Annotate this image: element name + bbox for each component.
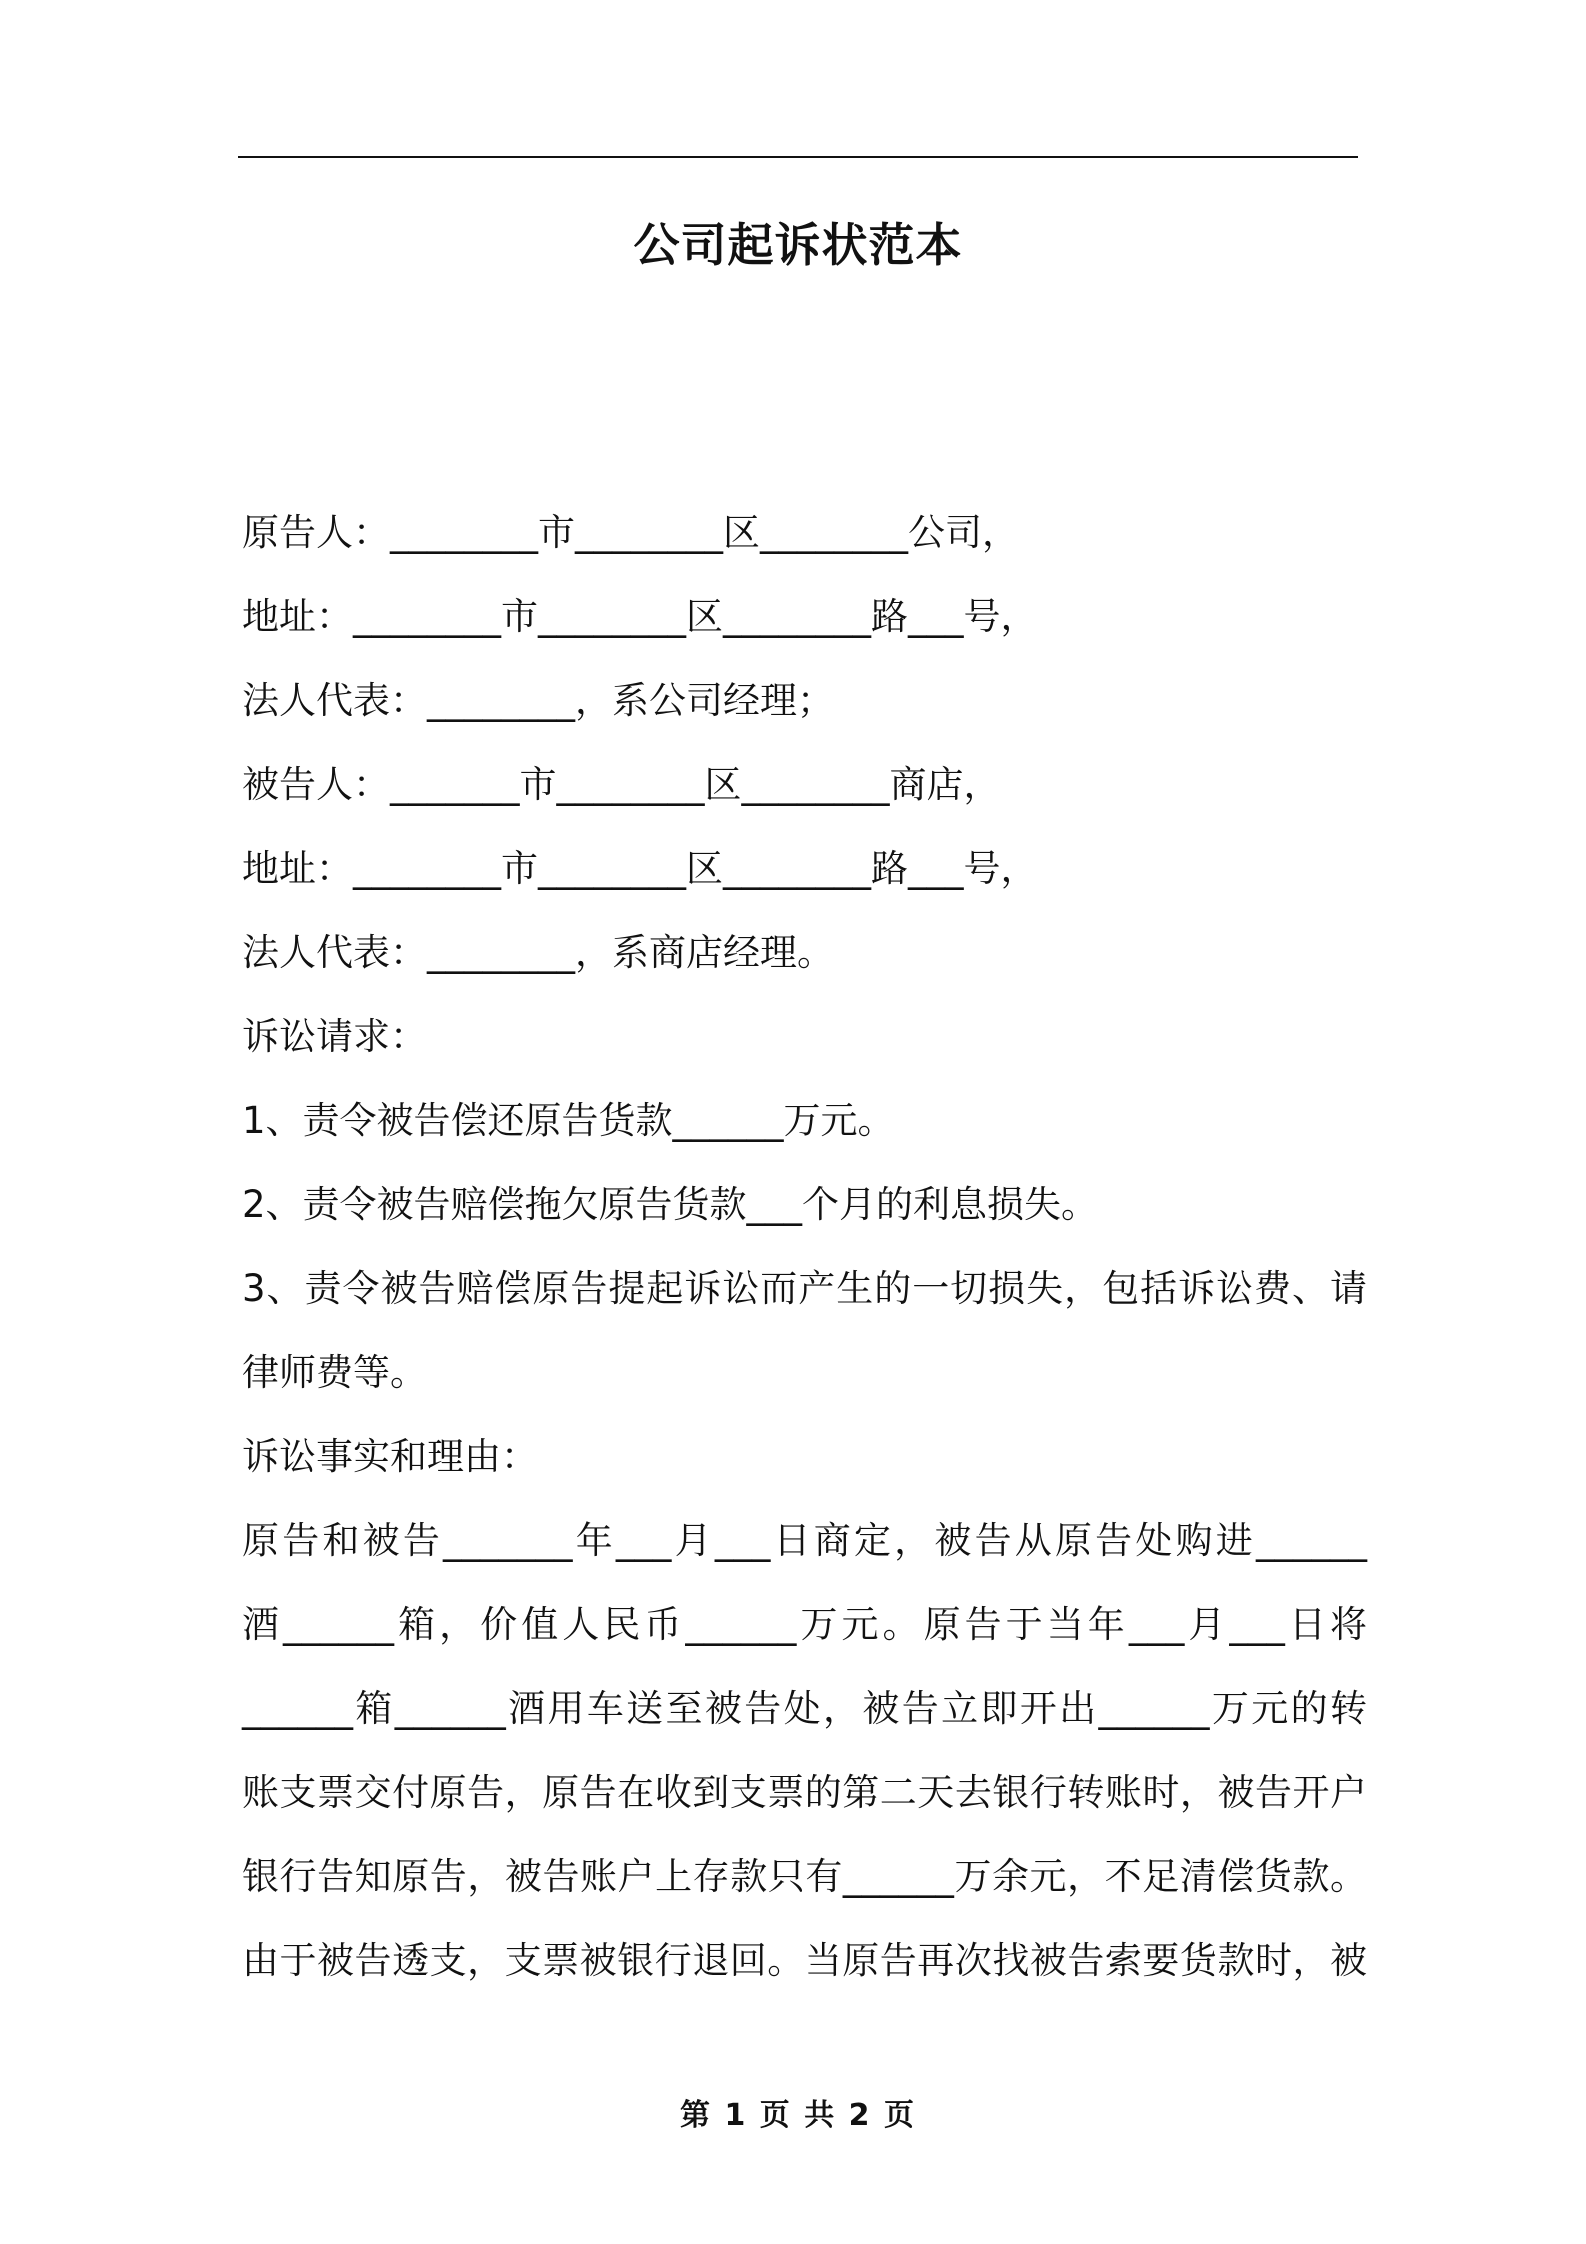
facts-paragraph-line: ______箱______酒用车送至被告处，被告立即开出______万元的转 <box>242 1687 1367 1730</box>
defendant-line: 被告人：_______市________区________商店， <box>242 763 1001 806</box>
facts-paragraph-line: 银行告知原告，被告账户上存款只有______万余元，不足清偿货款。 <box>242 1855 1367 1898</box>
facts-heading: 诉讼事实和理由： <box>242 1435 538 1478</box>
facts-paragraph-line: 酒______箱，价值人民币______万元。原告于当年___月___日将 <box>242 1603 1367 1646</box>
claim-item-3: 3、责令被告赔偿原告提起诉讼而产生的一切损失，包括诉讼费、请 <box>242 1267 1367 1310</box>
document-body <box>242 491 1367 2003</box>
defendant-representative-line: 法人代表：________，系商店经理。 <box>242 931 834 974</box>
plaintiff-address-line: 地址：________市________区________路___号， <box>242 595 1038 638</box>
claim-item-3-continued: 律师费等。 <box>242 1351 427 1394</box>
claim-item-2: 2、责令被告赔偿拖欠原告货款___个月的利息损失。 <box>242 1183 1099 1226</box>
plaintiff-line: 原告人：________市________区________公司， <box>242 511 1019 554</box>
facts-paragraph-line: 原告和被告_______年___月___日商定，被告从原告处购进______ <box>242 1519 1367 1562</box>
claims-heading: 诉讼请求： <box>242 1015 427 1058</box>
plaintiff-representative-line: 法人代表：________，系公司经理； <box>242 679 834 722</box>
facts-paragraph-line: 账支票交付原告，原告在收到支票的第二天去银行转账时，被告开户 <box>242 1771 1367 1814</box>
defendant-address-line: 地址：________市________区________路___号， <box>242 847 1038 890</box>
header-rule <box>238 156 1358 158</box>
document-title: 公司起诉状范本 <box>633 218 963 272</box>
page-number-footer: 第 1 页 共 2 页 <box>680 2098 916 2133</box>
facts-paragraph-line: 由于被告透支，支票被银行退回。当原告再次找被告索要货款时，被 <box>242 1939 1367 1982</box>
claim-item-1: 1、责令被告偿还原告货款______万元。 <box>242 1099 895 1142</box>
